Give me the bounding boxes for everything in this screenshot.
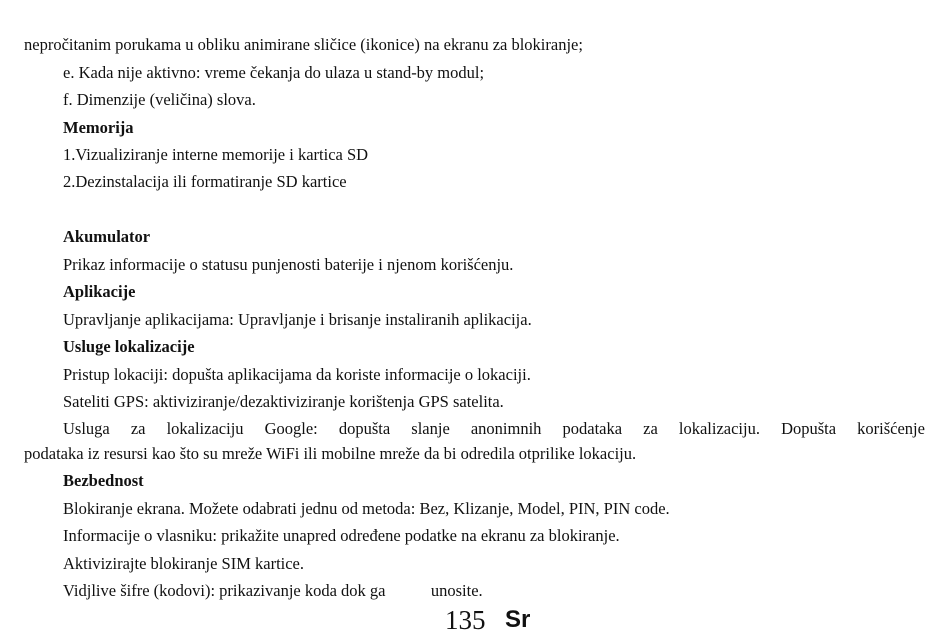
text-line: Sateliti GPS: aktiviziranje/dezaktiviziranje korištenja GPS satelita. bbox=[63, 392, 504, 411]
justified-text-line bbox=[63, 419, 925, 439]
text-line: Blokiranje ekrana. Možete odabrati jednu od metoda: Bez, Klizanje, Model, PIN, PIN code. bbox=[63, 499, 670, 518]
word: Usluga bbox=[63, 419, 110, 438]
text-line: Prikaz informacije o statusu punjenosti baterije i njenom korišćenju. bbox=[63, 255, 514, 274]
heading-aplikacije: Aplikacije bbox=[63, 282, 136, 301]
list-item-2: 2.Dezinstalacija ili formatiranje SD kartice bbox=[63, 172, 347, 191]
word: za bbox=[643, 419, 658, 438]
heading-memorija: Memorija bbox=[63, 118, 134, 137]
text-line: Pristup lokaciji: dopušta aplikacijama da koriste informacije o lokaciji. bbox=[63, 365, 531, 384]
text-line: Informacije o vlasniku: prikažite unapred određene podatke na ekranu za blokiranje. bbox=[63, 526, 620, 545]
word: anonimnih bbox=[470, 419, 542, 438]
list-item-1: 1.Vizualiziranje interne memorije i kartica SD bbox=[63, 145, 369, 164]
word: lokalizaciju. bbox=[678, 419, 760, 438]
page-number: 135 bbox=[445, 605, 486, 635]
text-line: Upravljanje aplikacijama: Upravljanje i brisanje instaliranih aplikacija. bbox=[63, 310, 532, 329]
heading-usluge-lokalizacije: Usluge lokalizacije bbox=[63, 337, 195, 356]
word: za bbox=[130, 419, 146, 438]
heading-bezbednost: Bezbednost bbox=[63, 471, 144, 490]
word: lokalizaciju bbox=[166, 419, 244, 438]
word: Google: bbox=[264, 419, 318, 438]
word: podataka bbox=[562, 419, 623, 438]
text-line: podataka iz resursi kao što su mreže WiFi ili mobilne mreže da bi odredila otprilike lokaciju. bbox=[24, 444, 637, 463]
word: korišćenje bbox=[857, 419, 925, 438]
word: Dopušta bbox=[781, 419, 837, 438]
text-line: nepročitanim porukama u obliku animirane sličice (ikonice) na ekranu za blokiranje; bbox=[24, 35, 583, 54]
text-line: Aktivizirajte blokiranje SIM kartice. bbox=[63, 554, 305, 573]
word: slanje bbox=[411, 419, 450, 438]
heading-akumulator: Akumulator bbox=[63, 227, 151, 246]
list-item-e: e. Kada nije aktivno: vreme čekanja do ulaza u stand-by modul; bbox=[63, 63, 485, 82]
language-code: Sr bbox=[505, 606, 531, 633]
list-item-f: f. Dimenzije (veličina) slova. bbox=[63, 90, 256, 109]
text-line: Vidjlive šifre (kodovi): prikazivanje koda dok ga unosite. bbox=[63, 581, 483, 600]
word: dopušta bbox=[338, 419, 391, 438]
